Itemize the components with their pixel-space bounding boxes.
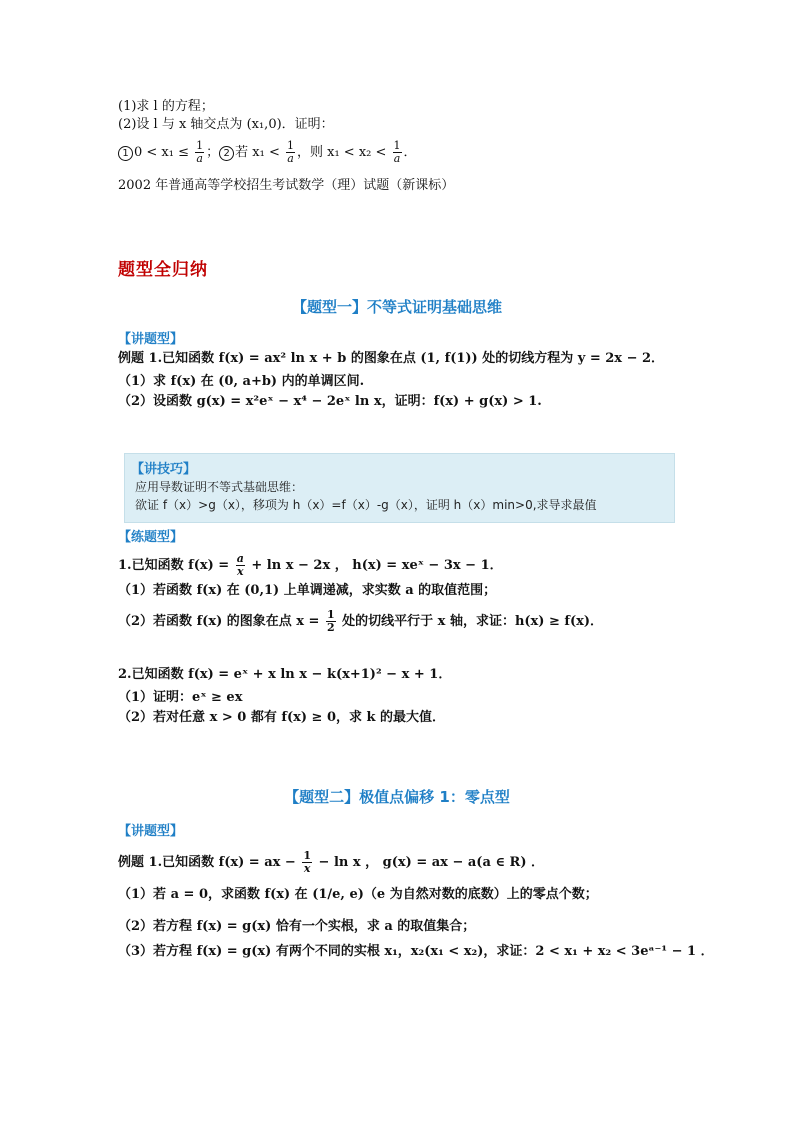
fraction: $\frac{1}{2}$ [326, 608, 335, 634]
type1-q2: （2）设函数 g(x) = x²eˣ − x⁴ − 2eˣ ln x，证明：f(x) + g(x) > 1. [118, 394, 542, 409]
tip-box [124, 453, 675, 523]
type2-heading: 【题型二】极值点偏移 1：零点型 [284, 788, 510, 806]
practice-2-q1: （1）证明：eˣ ≥ ex [118, 690, 243, 705]
practice-1-q2: （2）若函数 f(x) 的图象在点 x = $\frac{1}{2}$ 处的切线平行于 x 轴，求证：h(x) ≥ f(x)． [118, 608, 604, 634]
type2-example: 例题 1.已知函数 f(x) = ax − $\frac{1}{x}$ − ln x ， g(x) = ax − a(a ∈ R) ． [118, 849, 545, 875]
fraction: $\frac{1}{x}$ [303, 849, 311, 875]
tip-line-2: 欲证 f（x）>g（x），移项为 h（x）=f（x）-g（x），证明 h（x）min>0,求导求最值 [135, 498, 597, 512]
intro-question-3: 1 0 < x₁ ≤ $\frac{1}{a}$ ； 2 若 x₁ < $\frac{1}{a}$ ，则 x₁ < x₂ < $\frac{1}{a}$ ． [118, 140, 417, 165]
fraction: $\frac{1}{a}$ [393, 139, 401, 165]
intro-question-1: (1)求 l 的方程； [118, 99, 214, 114]
tip-tag: 【讲技巧】 [131, 462, 197, 477]
type2-lecture-tag: 【讲题型】 [118, 824, 184, 839]
type1-heading: 【题型一】不等式证明基础思维 [291, 298, 502, 316]
type1-lecture-tag: 【讲题型】 [118, 332, 184, 347]
practice-2-q2: （2）若对任意 x > 0 都有 f(x) ≥ 0，求 k 的最大值． [118, 710, 446, 725]
intro-question-2: (2)设 l 与 x 轴交点为 (x₁,0)．证明： [118, 117, 334, 132]
practice-1-q1: （1）若函数 f(x) 在 (0,1) 上单调递减，求实数 a 的取值范围； [118, 583, 497, 598]
type1-practice-tag: 【练题型】 [118, 530, 184, 545]
tip-line-1: 应用导数证明不等式基础思维： [135, 480, 304, 494]
fraction: $\frac{a}{x}$ [236, 552, 244, 578]
fraction: $\frac{1}{a}$ [196, 139, 204, 165]
type2-q1: （1）若 a = 0，求函数 f(x) 在 (1/e, e)（e 为自然对数的底数）上的零点个数； [118, 887, 598, 902]
type1-example: 例题 1.已知函数 f(x) = ax² ln x + b 的图象在点 (1, f(1)) 处的切线方程为 y = 2x − 2． [118, 351, 665, 366]
circled-number-1: 1 [118, 146, 133, 161]
source-citation: 2002 年普通高等学校招生考试数学（理）试题（新课标） [118, 178, 455, 193]
circled-number-2: 2 [219, 146, 234, 161]
type2-q2: （2）若方程 f(x) = g(x) 恰有一个实根，求 a 的取值集合； [118, 919, 476, 934]
type2-q3: （3）若方程 f(x) = g(x) 有两个不同的实根 x₁，x₂(x₁ < x₂)，求证：2 < x₁ + x₂ < 3eᵃ⁻¹ − 1 ． [118, 944, 714, 959]
fraction: $\frac{1}{a}$ [287, 139, 294, 165]
type1-q1: （1）求 f(x) 在 (0, a+b) 内的单调区间. [118, 374, 365, 389]
practice-1: 1.已知函数 f(x) = $\frac{a}{x}$ + ln x − 2x ， h(x) = xeˣ − 3x − 1． [118, 552, 503, 578]
practice-2: 2.已知函数 f(x) = eˣ + x ln x − k(x+1)² − x + 1． [118, 667, 452, 682]
section-title: 题型全归纳 [118, 260, 208, 280]
